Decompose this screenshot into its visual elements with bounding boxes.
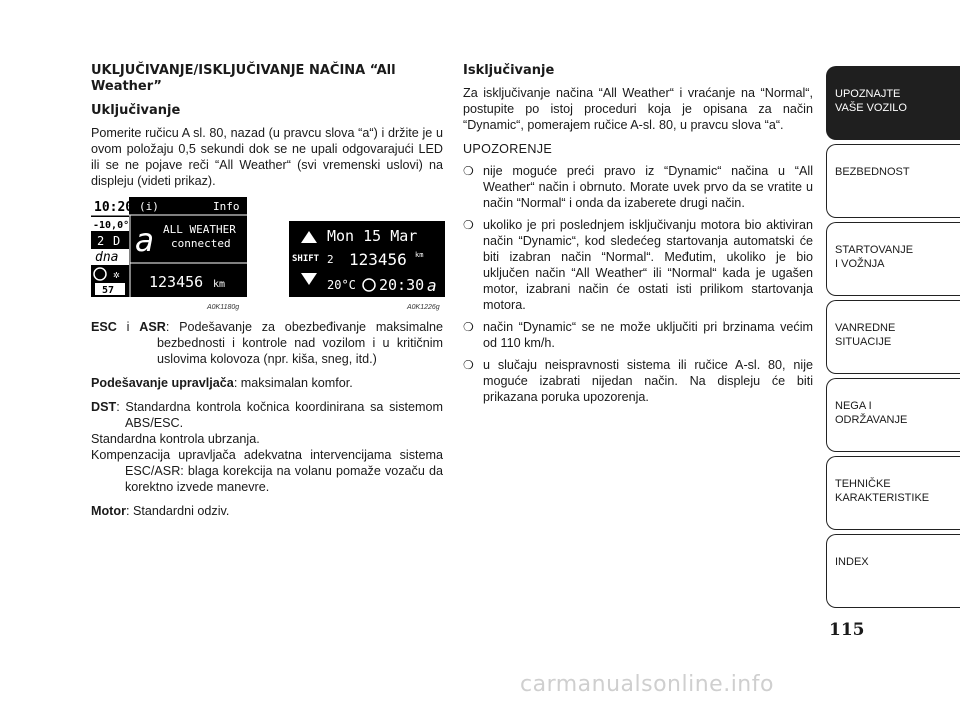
def-esc-asr: ESC i ASR: Podešavanje za obezbeđivanje maksimalne bezbednosti i kontrole nad vozilom i u kritičnim uslovima kolovoza (npr. kiša, sneg, itd.) bbox=[91, 320, 444, 366]
fig1-gear-mode: D bbox=[113, 234, 121, 248]
fig2-gear: 2 bbox=[327, 253, 334, 266]
page-number: 115 bbox=[829, 620, 865, 640]
fig1-info-tag: (i) bbox=[139, 200, 159, 213]
warning-title: UPOZORENJE bbox=[463, 142, 553, 156]
def-motor: Motor: Standardni odziv. bbox=[91, 504, 230, 518]
bullet-circle-icon: ❍ bbox=[463, 218, 474, 232]
section-heading: UKLJUČIVANJE/ISKLJUČIVANJE NAČINA “All Weather” bbox=[91, 63, 396, 94]
tab-upoznajte[interactable] bbox=[826, 66, 960, 140]
fig1-time: 10:20 bbox=[94, 200, 134, 215]
fig1-dna: dna bbox=[95, 250, 119, 265]
fig2-odo: 123456 bbox=[349, 250, 407, 269]
tab-label: STARTOVANJE I VOŽNJA bbox=[835, 244, 914, 270]
figure2-code: A0K1226g bbox=[407, 304, 440, 311]
bullet-circle-icon: ❍ bbox=[463, 320, 474, 334]
figure1-code: A0K1180g bbox=[207, 304, 240, 311]
fig1-big-letter: a bbox=[135, 221, 155, 259]
tab-label: TEHNIČKE KARAKTERISTIKE bbox=[835, 478, 930, 504]
warning-bullet: ❍ ukoliko je pri poslednjem isključivanju motora bio aktiviran način “Dynamic“, kod sledećeg startovanja automatski će biti izabran način “Normal“. Međutim, ukoliko je bio uključen način “All Weather“ ili “Normal“ kada je ugašen motor, izabrani način će ostati isti prilikom startovanja motora. bbox=[463, 218, 813, 312]
fig1-line1: ALL WEATHER bbox=[163, 223, 236, 236]
def-steering: Podešavanje upravljača: maksimalan komfor. bbox=[91, 376, 353, 390]
warning-bullet: ❍ u slučaju neispravnosti sistema ili ručice A-sl. 80, nije moguće izabrati nijedan način. Na displeju će biti prikazana poruka upozorenja. bbox=[463, 358, 813, 404]
chapter-sidebar bbox=[826, 66, 960, 612]
bullet-circle-icon: ❍ bbox=[463, 358, 474, 372]
fig2-odo-unit: km bbox=[415, 251, 424, 259]
right-column bbox=[463, 63, 813, 411]
warning-bullet: ❍ način “Dynamic“ se ne može uključiti pri brzinama većim od 110 km/h. bbox=[463, 320, 813, 350]
fig1-line2: connected bbox=[171, 237, 231, 250]
disable-paragraph: Za isključivanje načina “All Weather“ i vraćanje na “Normal“, postupite po istoj proceduri koja je opisana za način “Dynamic“, pomerajem ručice A-sl. 80, u pravcu slova “a“. bbox=[463, 86, 813, 132]
tab-label: UPOZNAJTE VAŠE VOZILO bbox=[835, 88, 907, 114]
enable-paragraph: Pomerite ručicu A sl. 80, nazad (u pravcu slova “a“) i držite je u ovom položaju 0,5 sekundi dok se ne upali odgovarajući LED ili se ne pojave reči “All Weather“ (svi vremenski uslovi) na displeju (videti prikaz). bbox=[91, 126, 443, 188]
fig1-snow-icon: ✲ bbox=[113, 268, 120, 281]
fig1-code: 57 bbox=[102, 285, 115, 296]
fig1-info: Info bbox=[213, 200, 240, 213]
tab-label: INDEX bbox=[835, 556, 869, 568]
fig1-odo-unit: km bbox=[213, 279, 226, 290]
watermark: carmanualsonline.info bbox=[520, 672, 774, 697]
tab-startovanje[interactable] bbox=[826, 222, 960, 296]
left-column bbox=[91, 63, 443, 527]
fig1-odo: 123456 bbox=[149, 273, 204, 291]
warning-bullet: ❍ nije moguće preći pravo iz “Dynamic“ načina u “All Weather“ način i obrnuto. Morate uvek prvo da se vratite u način “Normal“ i onda da izaberete drugi način. bbox=[463, 164, 813, 210]
tab-label: NEGA I ODRŽAVANJE bbox=[835, 400, 908, 426]
tab-nega[interactable] bbox=[826, 378, 960, 452]
figure-a0k1226g bbox=[289, 221, 445, 297]
tab-label: VANREDNE SITUACIJE bbox=[835, 322, 896, 348]
tab-tehnicke[interactable] bbox=[826, 456, 960, 530]
fig1-gear: 2 bbox=[97, 234, 105, 248]
figures-row bbox=[91, 197, 443, 309]
def-dst: DST: Standardna kontrola kočnica koordinirana sa sistemom ABS/ESC. Standardna kontrola ubrzanja. Kompenzacija upravljača adekvatna intervencijama sistema ESC/ASR: blaga korekcija na volanu pomaže vozaču da korektno izvede manevre. bbox=[91, 400, 443, 494]
fig1-temp: -10,0°C bbox=[93, 220, 136, 231]
subheading-disable: Isključivanje bbox=[463, 63, 555, 78]
bullet-circle-icon: ❍ bbox=[463, 164, 474, 178]
tab-label: BEZBEDNOST bbox=[835, 166, 910, 178]
fig2-date: Mon 15 Mar bbox=[327, 227, 418, 245]
subheading-enable: Uključivanje bbox=[91, 103, 181, 118]
fig2-temp: 20°C bbox=[327, 278, 356, 292]
fig2-mode: a bbox=[427, 276, 437, 295]
tab-vanredne[interactable] bbox=[826, 300, 960, 374]
tab-bezbednost[interactable] bbox=[826, 144, 960, 218]
tab-index[interactable] bbox=[826, 534, 960, 608]
fig2-time: 20:30 bbox=[379, 276, 425, 294]
fig2-shift: SHIFT bbox=[292, 254, 320, 264]
figure-a0k1180g bbox=[91, 197, 247, 297]
